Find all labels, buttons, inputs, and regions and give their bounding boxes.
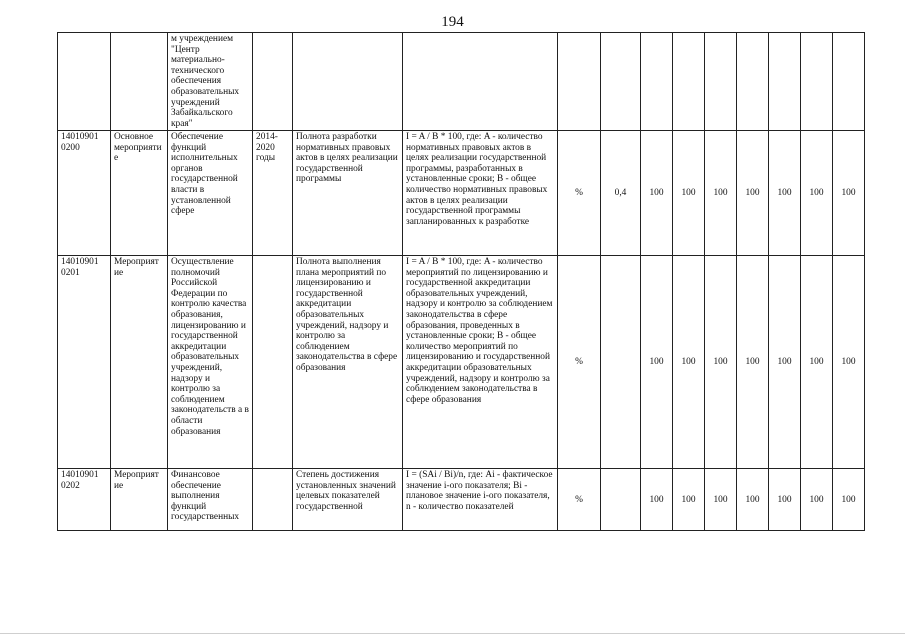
code-cell: 14010901 0201 [58, 256, 111, 469]
value-cell [641, 33, 673, 131]
period-cell: 2014-2020 годы [253, 131, 293, 256]
unit-cell: % [558, 256, 601, 469]
value-cell: 100 [801, 256, 833, 469]
code-cell: 14010901 0200 [58, 131, 111, 256]
value-cell [705, 33, 737, 131]
value-cell: 100 [737, 256, 769, 469]
value-cell: 100 [769, 256, 801, 469]
weight-cell [601, 469, 641, 531]
period-cell [253, 469, 293, 531]
value-cell: 100 [769, 131, 801, 256]
name-cell: Осуществление полномочий Российской Федерации по контролю качества образования, лицензированию и государственной аккредитации образовательных учреждений, надзору и контролю за соблюдением законодательств а в области образования [168, 256, 253, 469]
value-cell: 100 [641, 256, 673, 469]
period-cell [253, 33, 293, 131]
indicator-table [57, 32, 865, 531]
value-cell: 100 [641, 469, 673, 531]
weight-cell [601, 33, 641, 131]
unit-cell: % [558, 469, 601, 531]
value-cell [673, 33, 705, 131]
value-cell: 100 [769, 469, 801, 531]
table-row [58, 256, 865, 469]
type-cell [111, 33, 168, 131]
value-cell: 100 [737, 131, 769, 256]
value-cell: 100 [673, 256, 705, 469]
indicator-cell: Степень достижения установленных значений целевых показателей государственной [293, 469, 403, 531]
name-cell: Обеспечение функций исполнительных органов государственной власти в установленной сфере [168, 131, 253, 256]
indicator-cell: Полнота выполнения плана мероприятий по лицензированию и государственной аккредитации образовательных учреждений, надзору и контролю за соблюдением законодательства в сфере образования [293, 256, 403, 469]
weight-cell [601, 256, 641, 469]
indicator-cell [293, 33, 403, 131]
value-cell: 100 [833, 131, 865, 256]
value-cell: 100 [705, 131, 737, 256]
formula-cell [403, 33, 558, 131]
value-cell [737, 33, 769, 131]
period-cell [253, 256, 293, 469]
unit-cell [558, 33, 601, 131]
value-cell: 100 [641, 131, 673, 256]
type-cell: Основное мероприяти е [111, 131, 168, 256]
value-cell: 100 [801, 131, 833, 256]
value-cell: 100 [833, 256, 865, 469]
value-cell [769, 33, 801, 131]
type-cell: Мероприят ие [111, 256, 168, 469]
formula-cell: I = A / B * 100, где: A - количество нормативных правовых актов в целях реализации государственной программы, разработанных в установленные сроки; B - общее количество нормативных правовых актов в целях реализации государственной программы запланированных к разработке [403, 131, 558, 256]
unit-cell: % [558, 131, 601, 256]
value-cell [801, 33, 833, 131]
code-cell [58, 33, 111, 131]
value-cell: 100 [705, 469, 737, 531]
name-cell: м учреждением "Центр материально-технического обеспечения образовательных учреждений Забайкальского края" [168, 33, 253, 131]
scan-edge-line [0, 633, 905, 634]
name-cell: Финансовое обеспечение выполнения функций государственных [168, 469, 253, 531]
type-cell: Мероприят ие [111, 469, 168, 531]
formula-cell: I = (SAi / Bi)/n, где: Ai - фактическое значение i-ого показателя; Bi - плановое значение i-ого показателя, n - количество показателей [403, 469, 558, 531]
formula-cell: I = A / B * 100, где: A - количество мероприятий по лицензированию и государственной аккредитации образовательных учреждений, надзору и контролю за соблюдением законодательства в сфере образования, проведенных в установленные сроки; B - общее количество мероприятий по лицензированию и государственной аккредитации образовательных учреждений, надзору и контролю за соблюдением законодательства в сфере образования [403, 256, 558, 469]
value-cell: 100 [801, 469, 833, 531]
table-row [58, 131, 865, 256]
value-cell: 100 [737, 469, 769, 531]
value-cell: 100 [833, 469, 865, 531]
indicator-cell: Полнота разработки нормативных правовых актов в целях реализации государственной программы [293, 131, 403, 256]
page-number: 194 [441, 14, 464, 30]
weight-cell: 0,4 [601, 131, 641, 256]
table-row [58, 469, 865, 531]
value-cell: 100 [705, 256, 737, 469]
value-cell [833, 33, 865, 131]
value-cell: 100 [673, 131, 705, 256]
table-row [58, 33, 865, 131]
code-cell: 14010901 0202 [58, 469, 111, 531]
value-cell: 100 [673, 469, 705, 531]
